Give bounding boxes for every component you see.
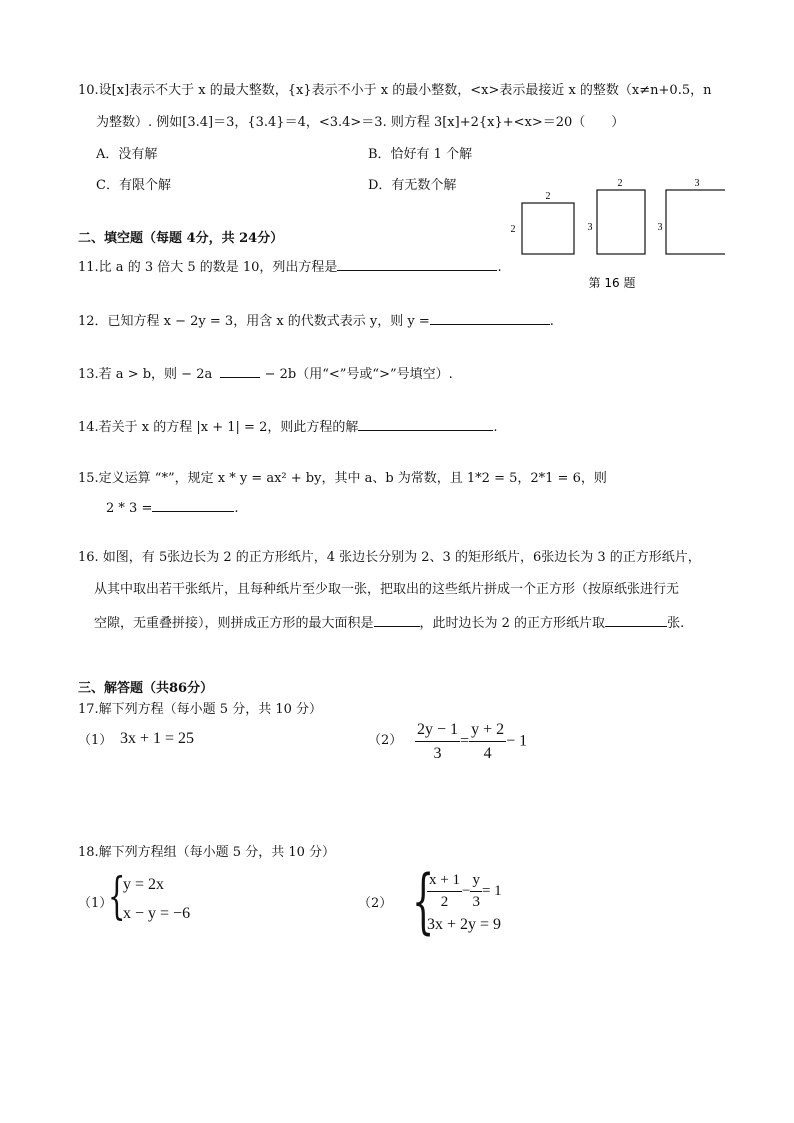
q16-line1: 16. 如图，有 5张边长为 2 的正方形纸片，4 张边长分别为 2、3 的矩形纸片，6张边长为 3 的正方形纸片， (78, 550, 701, 565)
q13-answer-blank[interactable] (220, 365, 260, 378)
q18-frac2 (470, 872, 482, 912)
q17-fraction-left (415, 720, 460, 763)
q14-end: . (493, 420, 498, 435)
q18-rhs: = 1 (481, 883, 502, 900)
q18-part2-label: （2） (358, 896, 393, 911)
q12 (78, 312, 554, 328)
q17-frac2-num: y + 2 (469, 720, 506, 742)
q15-end: . (234, 501, 239, 516)
q16-area-blank[interactable] (374, 614, 420, 627)
q16-count-blank[interactable] (605, 614, 667, 627)
q17-part1-equation: 3x + 1 = 25 (120, 730, 195, 747)
q16-line3a: 空隙，无重叠拼接），则拼成正方形的最大面积是 (94, 616, 374, 631)
square-3-top-label: 3 (694, 178, 700, 189)
q18-title: 18.解下列方程组（每小题 5 分，共 10 分） (78, 845, 336, 860)
q15-line2-text: 2 * 3 = (106, 501, 153, 516)
square-3-left-label: 3 (657, 222, 663, 233)
q10-option-c: C．有限个解 (96, 178, 171, 193)
q11 (78, 258, 502, 274)
q16-line3 (94, 614, 684, 630)
q18-frac2-den: 3 (472, 894, 480, 911)
q16-line3b: ，此时边长为 2 的正方形纸片取 (419, 616, 606, 631)
q17-part1-label: （1） (78, 733, 113, 748)
section-3-heading: 三、解答题（共86分） (78, 681, 214, 696)
q18-frac1 (427, 872, 462, 912)
square-2-top-label: 2 (545, 191, 551, 202)
q10-option-b: B．恰好有 1 个解 (368, 147, 473, 162)
q18-frac1-den: 2 (440, 894, 449, 911)
q17-frac1-den: 3 (433, 745, 442, 763)
q11-text: 11.比 a 的 3 倍大 5 的数是 10，列出方程是 (78, 260, 338, 275)
q12-text: 12．已知方程 x − 2y = 3，用含 x 的代数式表示 y，则 y = (78, 314, 430, 329)
q12-end: . (549, 314, 554, 329)
q13 (78, 365, 453, 381)
q16-line2: 从其中取出若干张纸片，且每种纸片至少取一张，把取出的这些纸片拼成一个正方形（按原纸张进行无 (94, 582, 680, 597)
section-2-heading: 二、填空题（每题 4分，共 24分） (78, 231, 284, 246)
q14 (78, 418, 498, 434)
q18-part1-eq1: y = 2x (123, 876, 165, 893)
q15-line2 (106, 499, 238, 515)
q17-tail: − 1 (506, 732, 528, 750)
q13-text: 13.若 a > b，则 − 2a (78, 367, 213, 382)
q10-line2: 为整数）. 例如[3.4]＝3，{3.4}＝4，<3.4>＝3. 则方程 3[x]+2{x}+<x>＝20（ ） (96, 115, 625, 130)
q14-text: 14.若关于 x 的方程 |x + 1| = 2，则此方程的解 (78, 420, 359, 435)
q17-fraction-right (469, 720, 506, 763)
q17-frac1-num: 2y − 1 (415, 720, 460, 742)
rectangle-2x3 (597, 190, 645, 254)
q16-line3c: 张. (667, 616, 685, 631)
q17-title: 17.解下列方程（每小题 5 分，共 10 分） (78, 702, 323, 717)
q18-part2-brace: { (412, 860, 435, 942)
q17-part2-label: （2） (368, 733, 403, 748)
q11-answer-blank[interactable] (337, 258, 497, 271)
q10-option-a: A．没有解 (96, 147, 158, 162)
q18-part2-eq2: 3x + 2y = 9 (427, 916, 502, 933)
q18-frac1-num: x + 1 (427, 872, 462, 892)
q15-answer-blank[interactable] (152, 499, 234, 512)
figure-16-caption: 第 16 题 (588, 276, 636, 290)
q18-part1-brace: { (108, 867, 126, 925)
q10-option-d: D．有无数个解 (368, 178, 457, 193)
q17-frac2-den: 4 (483, 745, 492, 763)
q14-answer-blank[interactable] (358, 418, 493, 431)
rectangle-top-label: 2 (617, 178, 623, 189)
q10-line1: 10.设[x]表示不大于 x 的最大整数，{x}表示不小于 x 的最小整数，<x>表示最接近 x 的整数（x≠n+0.5，n (78, 83, 712, 98)
q18-part1-label: （1） (78, 896, 113, 911)
q17-equals: = (460, 732, 470, 750)
square-side-2 (522, 203, 574, 254)
square-2-left-label: 2 (510, 224, 516, 235)
q15-line1: 15.定义运算 “*”，规定 x * y = ax² + by，其中 a、b 为常数，且 1*2 = 5，2*1 = 6，则 (78, 471, 607, 486)
q18-part1-eq2: x − y = −6 (123, 905, 191, 922)
q18-frac2-num: y (470, 872, 482, 892)
q11-end: . (497, 260, 502, 275)
q18-minus: − (461, 883, 471, 900)
q13-after: − 2b（用“<”号或“>”号填空）. (264, 367, 453, 382)
square-side-3 (666, 190, 725, 254)
q17-part2-equation (415, 720, 527, 763)
figure-16 (505, 172, 725, 292)
q12-answer-blank[interactable] (430, 312, 550, 325)
q18-part2-eq1 (427, 872, 502, 912)
rectangle-left-label: 3 (587, 222, 593, 233)
